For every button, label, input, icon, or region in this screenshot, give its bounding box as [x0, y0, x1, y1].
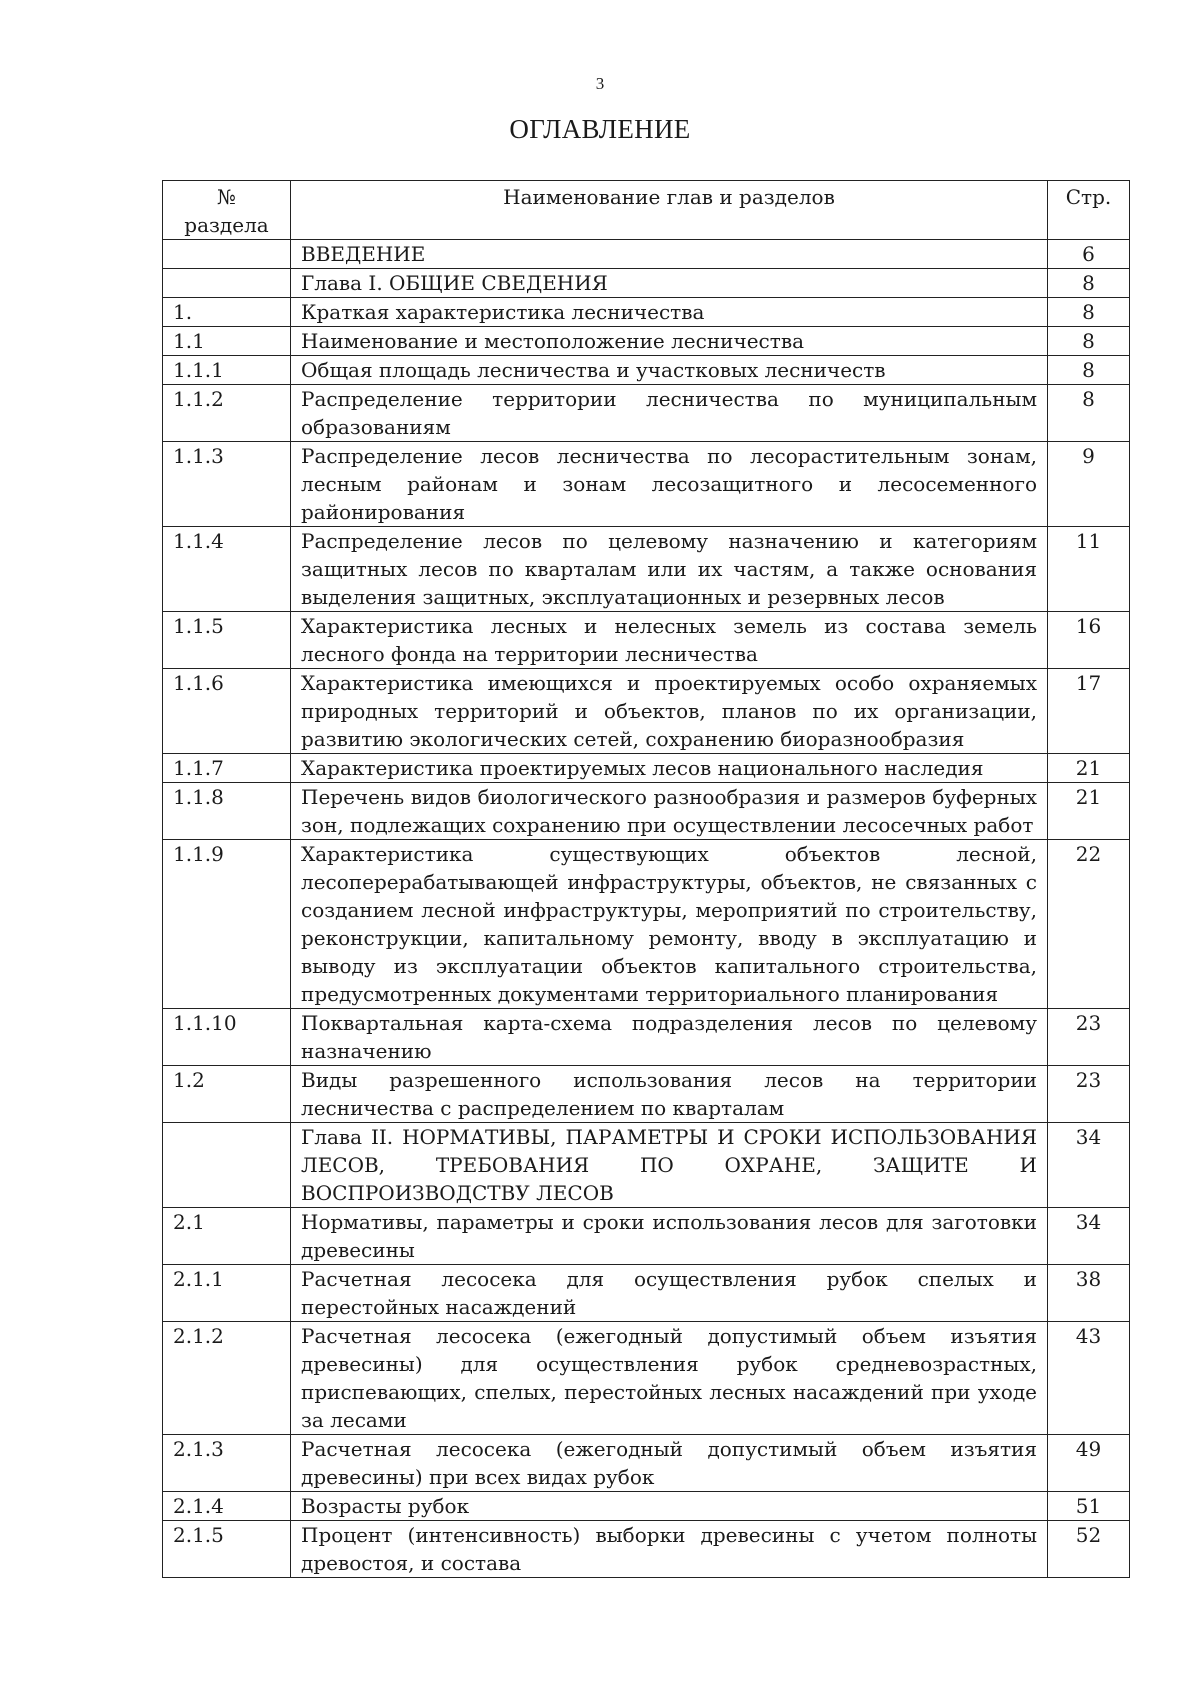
- section-number: 1.1: [163, 327, 291, 356]
- section-name: Возрасты рубок: [291, 1492, 1048, 1521]
- table-row: [163, 269, 1130, 298]
- section-page: 17: [1048, 669, 1130, 754]
- section-page: 52: [1048, 1521, 1130, 1578]
- table-row: [163, 1265, 1130, 1322]
- section-page: 6: [1048, 240, 1130, 269]
- table-row: [163, 840, 1130, 1009]
- section-page: 9: [1048, 442, 1130, 527]
- table-row: [163, 356, 1130, 385]
- section-name: Характеристика существующих объектов лесной, лесоперерабатывающей инфраструктуры, объектов, не связанных с созданием лесной инфраструктуры, мероприятий по строительству, реконструкции, капитальному ремонту, вводу в эксплуатацию и выводу из эксплуатации объектов капитального строительства, предусмотренных документами территориального планирования: [291, 840, 1048, 1009]
- table-row: [163, 1435, 1130, 1492]
- section-name: Расчетная лесосека для осуществления рубок спелых и перестойных насаждений: [291, 1265, 1048, 1322]
- section-name: Глава II. НОРМАТИВЫ, ПАРАМЕТРЫ И СРОКИ ИСПОЛЬЗОВАНИЯ ЛЕСОВ, ТРЕБОВАНИЯ ПО ОХРАНЕ, ЗАЩИТЕ И ВОСПРОИЗВОДСТВУ ЛЕСОВ: [291, 1123, 1048, 1208]
- section-page: 34: [1048, 1208, 1130, 1265]
- section-number: 1.1.2: [163, 385, 291, 442]
- header-page: Стр.: [1048, 181, 1130, 240]
- section-number: 1.1.4: [163, 527, 291, 612]
- section-number: 2.1.4: [163, 1492, 291, 1521]
- section-number: 2.1.3: [163, 1435, 291, 1492]
- page-title: ОГЛАВЛЕНИЕ: [509, 114, 691, 144]
- section-number: 2.1.1: [163, 1265, 291, 1322]
- section-name: Характеристика проектируемых лесов национального наследия: [291, 754, 1048, 783]
- section-name: Наименование и местоположение лесничества: [291, 327, 1048, 356]
- section-page: 8: [1048, 327, 1130, 356]
- table-row: [163, 1322, 1130, 1435]
- section-number: [163, 1123, 291, 1208]
- section-page: 23: [1048, 1009, 1130, 1066]
- section-page: 22: [1048, 840, 1130, 1009]
- header-section-name: Наименование глав и разделов: [291, 181, 1048, 240]
- table-row: [163, 612, 1130, 669]
- section-name: Распределение территории лесничества по муниципальным образованиям: [291, 385, 1048, 442]
- section-number: 1.1.9: [163, 840, 291, 1009]
- table-row: [163, 442, 1130, 527]
- table-row: [163, 240, 1130, 269]
- section-number: [163, 269, 291, 298]
- section-name: ВВЕДЕНИЕ: [291, 240, 1048, 269]
- section-number: 2.1.2: [163, 1322, 291, 1435]
- table-row: [163, 298, 1130, 327]
- section-name: Расчетная лесосека (ежегодный допустимый объем изъятия древесины) для осуществления рубок средневозрастных, приспевающих, спелых, перестойных лесных насаждений при уходе за лесами: [291, 1322, 1048, 1435]
- section-name: Распределение лесов по целевому назначению и категориям защитных лесов по кварталам или их частям, а также основания выделения защитных, эксплуатационных и резервных лесов: [291, 527, 1048, 612]
- section-number: 1.1.8: [163, 783, 291, 840]
- section-name: Распределение лесов лесничества по лесорастительным зонам, лесным районам и зонам лесозащитного и лесосеменного районирования: [291, 442, 1048, 527]
- table-row: [163, 527, 1130, 612]
- section-number: 1.1.10: [163, 1009, 291, 1066]
- table-row: [163, 783, 1130, 840]
- table-row: [163, 1208, 1130, 1265]
- section-number: 2.1.5: [163, 1521, 291, 1578]
- table-row: [163, 754, 1130, 783]
- section-name: Виды разрешенного использования лесов на территории лесничества с распределением по кварталам: [291, 1066, 1048, 1123]
- table-row: [163, 1066, 1130, 1123]
- section-name: Расчетная лесосека (ежегодный допустимый объем изъятия древесины) при всех видах рубок: [291, 1435, 1048, 1492]
- section-name: Краткая характеристика лесничества: [291, 298, 1048, 327]
- section-page: 43: [1048, 1322, 1130, 1435]
- section-page: 8: [1048, 298, 1130, 327]
- section-name: Глава I. ОБЩИЕ СВЕДЕНИЯ: [291, 269, 1048, 298]
- section-page: 34: [1048, 1123, 1130, 1208]
- section-number: 1.1.1: [163, 356, 291, 385]
- section-name: Поквартальная карта-схема подразделения лесов по целевому назначению: [291, 1009, 1048, 1066]
- section-name: Характеристика лесных и нелесных земель из состава земель лесного фонда на территории лесничества: [291, 612, 1048, 669]
- table-row: [163, 1009, 1130, 1066]
- section-page: 51: [1048, 1492, 1130, 1521]
- section-name: Перечень видов биологического разнообразия и размеров буферных зон, подлежащих сохранению при осуществлении лесосечных работ: [291, 783, 1048, 840]
- section-number: 1.2: [163, 1066, 291, 1123]
- section-number: 1.: [163, 298, 291, 327]
- section-number: 1.1.3: [163, 442, 291, 527]
- section-page: 23: [1048, 1066, 1130, 1123]
- table-row: [163, 1123, 1130, 1208]
- section-page: 16: [1048, 612, 1130, 669]
- page-number: 3: [595, 74, 605, 93]
- section-page: 38: [1048, 1265, 1130, 1322]
- section-number: 1.1.7: [163, 754, 291, 783]
- section-name: Нормативы, параметры и сроки использования лесов для заготовки древесины: [291, 1208, 1048, 1265]
- section-name: Характеристика имеющихся и проектируемых особо охраняемых природных территорий и объектов, планов по их организации, развитию экологических сетей, сохранению биоразнообразия: [291, 669, 1048, 754]
- section-number: 2.1: [163, 1208, 291, 1265]
- section-page: 8: [1048, 385, 1130, 442]
- section-name: Процент (интенсивность) выборки древесины с учетом полноты древостоя, и состава: [291, 1521, 1048, 1578]
- header-section-number: № раздела: [163, 181, 291, 240]
- section-page: 21: [1048, 783, 1130, 840]
- table-row: [163, 1521, 1130, 1578]
- section-name: Общая площадь лесничества и участковых лесничеств: [291, 356, 1048, 385]
- section-page: 8: [1048, 356, 1130, 385]
- section-page: 11: [1048, 527, 1130, 612]
- section-number: [163, 240, 291, 269]
- section-page: 49: [1048, 1435, 1130, 1492]
- table-row: [163, 1492, 1130, 1521]
- table-row: [163, 327, 1130, 356]
- table-header-row: [163, 181, 1130, 240]
- table-row: [163, 385, 1130, 442]
- section-number: 1.1.6: [163, 669, 291, 754]
- toc-table: [162, 180, 1130, 1578]
- section-page: 21: [1048, 754, 1130, 783]
- table-row: [163, 669, 1130, 754]
- section-number: 1.1.5: [163, 612, 291, 669]
- section-page: 8: [1048, 269, 1130, 298]
